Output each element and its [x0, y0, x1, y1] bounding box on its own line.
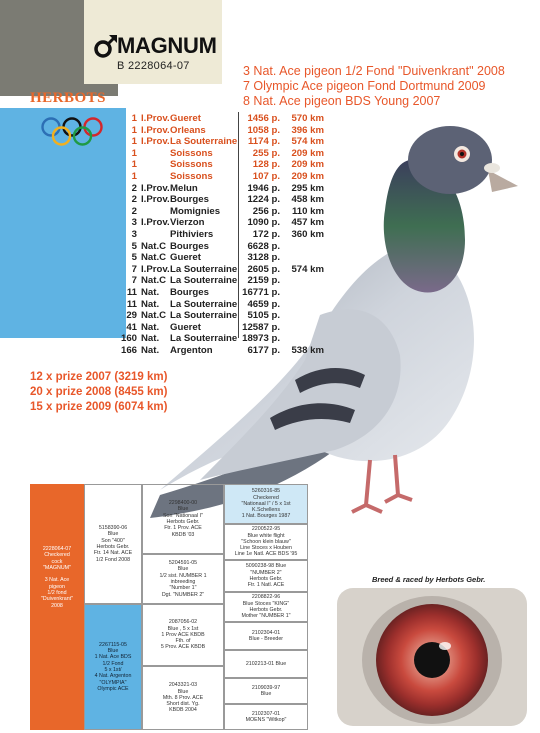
pedigree-line: Blue , 5 x 1st: [167, 625, 199, 632]
result-distance: 574 km: [291, 136, 324, 148]
result-row: [117, 136, 324, 148]
result-level: Nat.C: [141, 252, 167, 264]
pedigree-line: "OLYMPIA": [99, 679, 127, 686]
pedigree-dsd: [224, 650, 308, 678]
pedigree-line: Blue: [107, 531, 119, 538]
result-city: Orleans: [170, 124, 206, 136]
brand-logo: HERBOTS: [30, 90, 107, 106]
result-row: [117, 206, 324, 218]
result-row: [117, 333, 324, 345]
result-city: Melun: [170, 182, 198, 194]
pedigree-line: 5090238-98 Blue: [245, 563, 287, 570]
pedigree-line: Ftr. 14 Nat. ACE: [93, 550, 133, 557]
pedigree-line: Blue: [177, 688, 189, 695]
pedigree-sire-dam: [142, 554, 224, 604]
result-row: [117, 171, 324, 183]
pedigree-line: Herbots Gebr.: [96, 544, 130, 550]
pedigree-line: K.Schellens: [252, 507, 280, 514]
result-place: 1: [131, 147, 137, 159]
result-count: 1174 p.: [247, 136, 280, 148]
pedigree-line: Blue Stoces "KING": [242, 600, 290, 607]
pedigree-ddd: [224, 704, 308, 730]
result-count: 172 p.: [252, 228, 280, 240]
result-count: 1456 p.: [247, 113, 280, 124]
result-place: 41: [126, 321, 137, 333]
pedigree-line: 5204591-05: [168, 560, 198, 567]
prize-line: 20 x prize 2008 (8455 km): [30, 386, 168, 398]
result-count: 5105 p.: [247, 310, 280, 322]
pedigree-line: Checkered: [253, 494, 279, 501]
result-place: 29: [126, 310, 137, 322]
pedigree-line: 2102213-01 Blue: [245, 660, 287, 667]
pedigree-line: 4 Nat. Argenton: [94, 673, 132, 680]
result-city: Vierzon: [170, 217, 205, 229]
result-distance: 458 km: [291, 194, 324, 206]
result-row: [117, 183, 324, 195]
result-count: 18973 p.: [242, 333, 280, 345]
pedigree-line: Olympic ACE: [97, 685, 129, 692]
result-row: [117, 252, 324, 264]
result-row: [117, 113, 324, 125]
result-count: 1224 p.: [247, 194, 280, 206]
result-level: I.Prov.: [141, 136, 170, 148]
pedigree-line: 1 Nat. Ace BDS: [94, 654, 132, 661]
pedigree-line: 2298400-00: [168, 500, 198, 507]
pedigree-line: "Number 1": [169, 585, 197, 592]
pedigree-line: 2102307-01: [251, 710, 281, 717]
result-row: [117, 322, 324, 334]
pedigree-line: Mth. 8 Prov. ACE: [162, 694, 204, 701]
result-count: 1090 p.: [247, 217, 280, 229]
result-distance: [280, 241, 324, 253]
pedigree-line: Son "400": [101, 537, 125, 544]
result-city: Soissons: [170, 147, 213, 159]
pedigree-line: cock: [51, 558, 63, 565]
result-place: 1: [131, 136, 137, 148]
pedigree-line: 1/2 Fond: [102, 660, 124, 667]
result-count: 1058 p.: [247, 124, 280, 136]
result-level: Nat.C: [141, 240, 167, 252]
result-place: 2: [131, 182, 137, 194]
result-level: I.Prov.: [141, 124, 170, 136]
pedigree-line: KBDB 2004: [169, 707, 197, 714]
result-place: 5: [131, 252, 137, 264]
result-city: Pithiviers: [170, 228, 214, 240]
result-count: 128 p.: [252, 159, 280, 171]
pedigree-sss: [224, 484, 308, 524]
result-distance: [280, 275, 324, 287]
pedigree-line: 5 x 1st/: [104, 667, 122, 673]
result-row: [117, 287, 324, 299]
result-place: 1: [131, 113, 137, 124]
result-count: 2159 p.: [247, 275, 280, 287]
pedigree-sds: [224, 560, 308, 592]
prize-line: 12 x prize 2007 (3219 km): [30, 371, 168, 383]
result-count: 3128 p.: [247, 252, 280, 264]
pedigree-line: Blue: [177, 506, 189, 513]
pedigree-line: MOENS "Witkop": [245, 717, 287, 723]
pedigree-line: Herbots Gebr.: [249, 607, 283, 613]
result-city: Bourges: [170, 194, 209, 206]
result-level: Nat.: [141, 286, 160, 298]
result-distance: 360 km: [291, 228, 324, 240]
pedigree-line: Line 1e Natl. ACE BDS '95: [234, 551, 298, 558]
pedigree-line: Son "Nationaal I": [163, 512, 203, 519]
result-city: Gueret: [170, 321, 201, 333]
pedigree-line: Blue - Breeder: [248, 636, 284, 642]
pedigree-line: 5260316-85: [251, 488, 281, 495]
result-level: [137, 159, 170, 171]
result-city: Argenton: [170, 344, 213, 356]
result-city: Bourges: [170, 286, 209, 298]
result-place: 3: [131, 228, 137, 240]
result-distance: [280, 322, 324, 334]
result-place: 1: [131, 170, 137, 182]
pedigree-line: 1 Prov ACE KBDB: [161, 631, 205, 638]
result-place: 160: [120, 333, 137, 345]
pigeon-name: MAGNUM: [117, 33, 217, 58]
result-place: 2: [131, 205, 137, 217]
pedigree-line: 2228064-07: [42, 546, 72, 552]
result-city: La Souterraine: [170, 275, 238, 287]
result-level: Nat.: [141, 344, 160, 356]
result-city: La Souterraine: [170, 263, 238, 275]
pedigree-line: Short dist. Yg.: [166, 701, 200, 708]
result-count: 107 p.: [252, 170, 280, 182]
result-row: [117, 345, 324, 357]
pedigree-line: inbreeding: [170, 579, 196, 585]
pedigree-line: 3 Nat. Ace: [44, 577, 70, 584]
achievement-line: 3 Nat. Ace pigeon 1/2 Fond "Duivenkrant" 2008: [243, 64, 505, 78]
pedigree-line: Herbots Gebr.: [166, 519, 200, 525]
result-level: Nat.: [141, 321, 160, 333]
result-distance: 538 km: [291, 344, 324, 356]
result-level: [137, 148, 170, 160]
result-level: I.Prov.: [141, 263, 170, 275]
result-city: Gueret: [170, 252, 201, 264]
result-distance: [280, 287, 324, 299]
result-count: 12587 p.: [242, 321, 280, 333]
result-distance: [280, 252, 324, 264]
pedigree-line: 2087056-02: [168, 619, 198, 626]
pedigree-subject: [30, 484, 84, 730]
result-row: [117, 299, 324, 311]
pedigree-line: "Duivenkrant": [40, 596, 74, 603]
result-place: 2: [131, 194, 137, 206]
result-place: 11: [126, 298, 137, 310]
pedigree-line: 5158390-06: [98, 525, 128, 532]
pedigree-line: 2200522-95: [251, 526, 281, 533]
pedigree-line: Ftr. 1 Prov. ACE: [164, 525, 202, 532]
result-distance: 396 km: [291, 124, 324, 136]
result-row: [117, 275, 324, 287]
pedigree-line: Dgt. "NUMBER 2": [161, 591, 205, 598]
result-city: La Souterraine: [170, 136, 238, 148]
pedigree-line: Blue white flight: [247, 532, 285, 539]
pedigree-sire: [84, 484, 142, 604]
result-level: [137, 229, 170, 241]
result-level: Nat.: [141, 298, 160, 310]
result-level: [137, 171, 170, 183]
pedigree-dam: [84, 604, 142, 730]
result-city: La Souterraine: [170, 310, 238, 322]
pedigree-ssd: [224, 524, 308, 560]
pedigree-line: 1 Nat. Bourges 1987: [241, 513, 291, 520]
result-count: 1946 p.: [247, 182, 280, 194]
result-city: Bourges: [170, 240, 209, 252]
result-distance: 209 km: [291, 147, 324, 159]
result-count: 255 p.: [252, 147, 280, 159]
ring-number: B 2228064-07: [117, 60, 190, 72]
prize-line: 15 x prize 2009 (6074 km): [30, 401, 168, 413]
eye-photo: [337, 588, 527, 726]
pedigree-line: 2267115-05: [99, 641, 127, 648]
result-distance: [280, 310, 324, 322]
breeder-credit: Breed & raced by Herbots Gebr.: [372, 575, 486, 584]
pedigree-line: Checkered: [44, 552, 70, 559]
pedigree-sdd: [224, 592, 308, 622]
result-place: 3: [131, 217, 137, 229]
prizes-list: [30, 370, 167, 415]
pedigree-line: Blue: [177, 566, 189, 573]
pedigree-line: Herbots Gebr.: [249, 576, 283, 582]
pedigree-line: 2102304-01: [251, 629, 281, 636]
result-distance: 209 km: [291, 159, 324, 171]
pedigree-dds: [224, 678, 308, 704]
pedigree-line: 2008: [51, 602, 63, 609]
result-distance: 209 km: [291, 170, 324, 182]
result-level: [137, 206, 170, 218]
pedigree-sire-sire: [142, 484, 224, 554]
pedigree-line: 1/2 Fond 2008: [95, 556, 131, 563]
pedigree-line: 1/2 fond: [47, 590, 67, 597]
pedigree-line: 1/2 sist. NUMBER 1: [159, 572, 207, 579]
pedigree-line: Mother "NUMBER 1": [241, 613, 291, 620]
result-place: 1: [131, 124, 137, 136]
result-count: 6177 p.: [247, 344, 280, 356]
result-level: I.Prov.: [141, 113, 170, 124]
result-level: Nat.C: [141, 275, 167, 287]
result-row: [117, 229, 324, 241]
pedigree-line: Blue: [107, 648, 119, 655]
result-count: 16771 p.: [242, 286, 280, 298]
result-place: 5: [131, 240, 137, 252]
result-level: Nat.C: [141, 310, 167, 322]
achievement-line: 8 Nat. Ace pigeon BDS Young 2007: [243, 94, 441, 108]
result-distance: 110 km: [291, 205, 324, 217]
result-distance: [280, 299, 324, 311]
result-city: La Souterraine: [170, 333, 238, 345]
pedigree-line: Blue: [260, 691, 272, 697]
result-distance: 570 km: [291, 113, 324, 124]
pedigree-line: "Nationaal I" / 5 x 1st: [241, 500, 291, 507]
pedigree-line: Fth. of: [175, 638, 191, 645]
result-row: [117, 264, 324, 276]
result-city: Soissons: [170, 170, 213, 182]
result-count: 256 p.: [252, 205, 280, 217]
pedigree-dam-sire: [142, 604, 224, 666]
result-level: I.Prov.: [141, 217, 170, 229]
pedigree-chart: [30, 484, 332, 730]
result-place: 11: [126, 286, 137, 298]
pedigree-line: KBDB '03: [171, 531, 195, 538]
result-count: 2605 p.: [247, 263, 280, 275]
result-level: I.Prov.: [141, 194, 170, 206]
result-distance: [280, 333, 324, 345]
pedigree-line: 5 Prov. ACE KBDB: [160, 644, 206, 651]
pedigree-line: Line Stoces x Houben: [240, 545, 292, 552]
result-row: [117, 125, 324, 137]
result-row: [117, 310, 324, 322]
pedigree-dam-dam: [142, 666, 224, 730]
result-count: 6628 p.: [247, 240, 280, 252]
pedigree-line: Ftr. 1 Natl. ACE: [247, 582, 285, 589]
result-row: [117, 217, 324, 229]
result-distance: 574 km: [291, 263, 324, 275]
result-place: 1: [131, 159, 137, 171]
result-level: I.Prov.: [141, 182, 170, 194]
result-place: 7: [131, 263, 137, 275]
result-row: [117, 148, 324, 160]
pedigree-line: pigeon: [49, 583, 65, 590]
result-place: 7: [131, 275, 137, 287]
result-row: [117, 194, 324, 206]
results-table: [117, 113, 324, 356]
olympic-rings-icon: [40, 116, 104, 150]
result-place: 166: [120, 344, 137, 356]
result-row: [117, 159, 324, 171]
pedigree-line: 2109039-97: [251, 684, 281, 691]
result-count: 4659 p.: [247, 298, 280, 310]
result-level: Nat.: [141, 333, 160, 345]
pedigree-line: "MAGNUM": [43, 564, 71, 571]
result-row: [117, 241, 324, 253]
result-distance: 457 km: [291, 217, 324, 229]
result-city: Momignies: [170, 205, 221, 217]
pedigree-line: 2043321-03: [168, 682, 198, 689]
achievement-line: 7 Olympic Ace pigeon Fond Dortmund 2009: [243, 79, 486, 93]
pedigree-line: 2208822-96: [251, 594, 281, 601]
result-city: Soissons: [170, 159, 213, 171]
male-symbol-icon: [92, 32, 120, 60]
pedigree-line: "NUMBER 2": [250, 569, 282, 576]
result-distance: 295 km: [291, 182, 324, 194]
pedigree-dss: [224, 622, 308, 650]
result-city: La Souterraine: [170, 298, 238, 310]
result-city: Gueret: [170, 113, 201, 124]
pedigree-line: "Schoon klein blauw": [241, 538, 291, 545]
